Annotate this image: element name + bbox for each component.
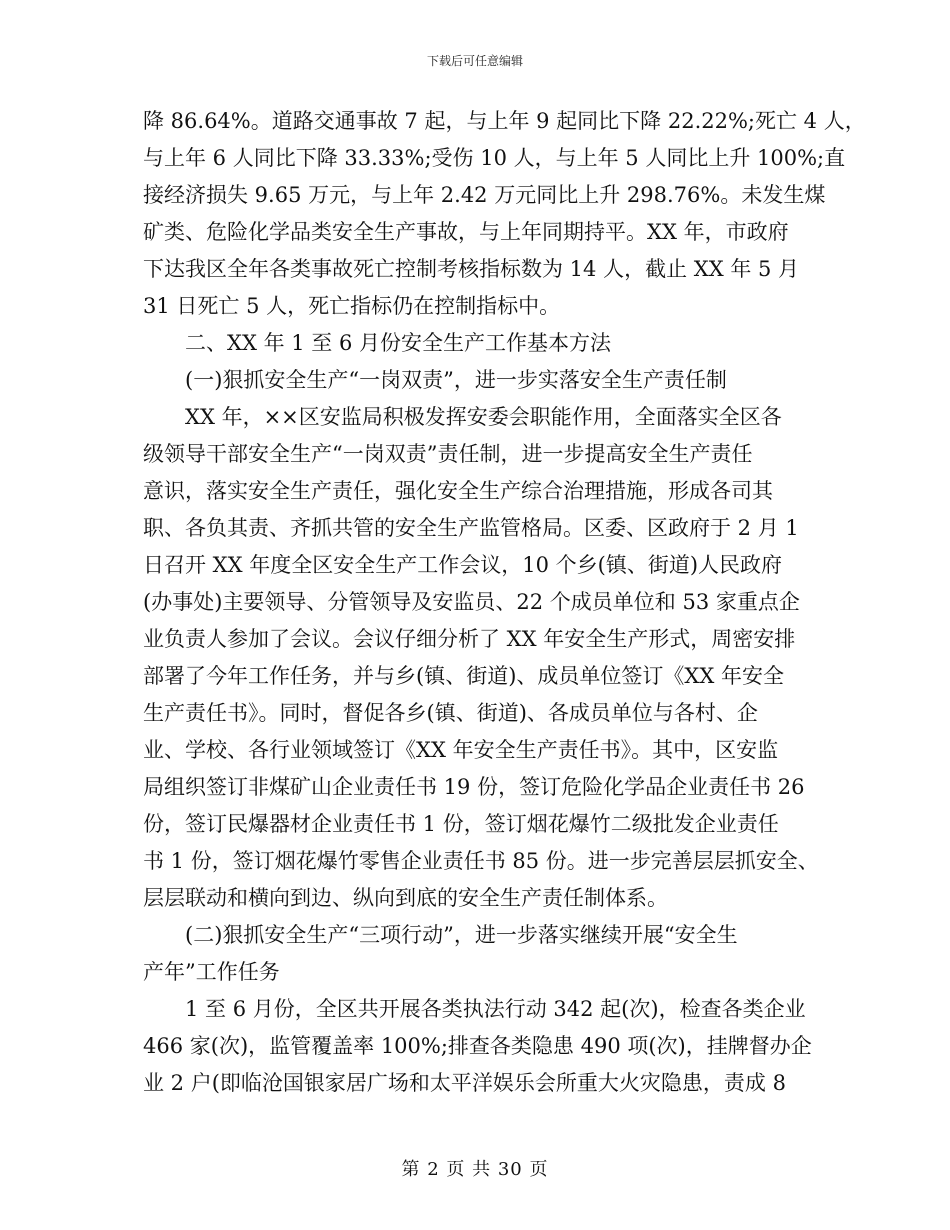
document-body xyxy=(143,103,866,1102)
text-line: 业、学校、各行业领域签订《XX 年安全生产责任书》。其中，区安监 xyxy=(143,738,779,762)
page-footer: 第 2 页 共 30 页 xyxy=(401,1159,549,1180)
text-line: 接经济损失 9.65 万元，与上年 2.42 万元同比上升 298.76%。未发生煤 xyxy=(143,183,826,207)
text-line: 份，签订民爆器材企业责任书 1 份，签订烟花爆竹二级批发企业责任 xyxy=(143,812,779,836)
text-line: 二、XX 年 1 至 6 月份安全生产工作基本方法 xyxy=(185,331,611,355)
text-line: 业负责人参加了会议。会议仔细分析了 XX 年安全生产形式，周密安排 xyxy=(143,627,796,651)
text-line: 职、各负其责、齐抓共管的安全生产监管格局。区委、区政府于 2 月 1 xyxy=(143,516,799,540)
text-line: XX 年，××区安监局积极发挥安委会职能作用，全面落实全区各 xyxy=(185,405,782,429)
text-line: 下达我区全年各类事故死亡控制考核指标数为 14 人，截止 XX 年 5 月 xyxy=(143,257,800,281)
text-line: 生产责任书》。同时，督促各乡(镇、街道)、各成员单位与各村、企 xyxy=(143,701,758,725)
text-line: 降 86.64%。道路交通事故 7 起，与上年 9 起同比下降 22.22%;死亡 4 人， xyxy=(143,109,866,133)
text-line: 局组织签订非煤矿山企业责任书 19 份，签订危险化学品企业责任书 26 xyxy=(143,775,805,799)
text-line: 1 至 6 月份，全区共开展各类执法行动 342 起(次)，检查各类企业 xyxy=(185,997,806,1021)
text-line: 466 家(次)，监管覆盖率 100%;排查各类隐患 490 项(次)，挂牌督办企 xyxy=(143,1034,812,1058)
page-header: 下载后可任意编辑 xyxy=(426,54,523,68)
text-line: 31 日死亡 5 人，死亡指标仍在控制指标中。 xyxy=(143,294,561,318)
text-line: (二)狠抓安全生产“三项行动”，进一步落实继续开展“安全生 xyxy=(185,923,738,947)
text-line: (一)狠抓安全生产“一岗双责”，进一步实落安全生产责任制 xyxy=(185,368,727,392)
text-line: 层层联动和横向到边、纵向到底的安全生产责任制体系。 xyxy=(143,886,668,910)
text-line: 级领导干部安全生产“一岗双责”责任制，进一步提高安全生产责任 xyxy=(143,442,753,466)
text-line: 书 1 份，签订烟花爆竹零售企业责任书 85 份。进一步完善层层抓安全、 xyxy=(143,849,819,873)
text-line: 日召开 XX 年度全区安全生产工作会议，10 个乡(镇、街道)人民政府 xyxy=(143,553,783,577)
text-line: 业 2 户(即临沧国银家居广场和太平洋娱乐会所重大火灾隐患，责成 8 xyxy=(143,1071,786,1095)
text-line: 与上年 6 人同比下降 33.33%;受伤 10 人，与上年 5 人同比上升 100%;直 xyxy=(143,146,846,170)
text-line: (办事处)主要领导、分管领导及安监员、22 个成员单位和 53 家重点企 xyxy=(143,590,800,614)
text-line: 产年”工作任务 xyxy=(143,960,280,984)
text-line: 部署了今年工作任务，并与乡(镇、街道)、成员单位签订《XX 年安全 xyxy=(143,664,784,688)
text-line: 意识，落实安全生产责任，强化安全生产综合治理措施，形成各司其 xyxy=(143,479,773,503)
text-line: 矿类、危险化学品类安全生产事故，与上年同期持平。XX 年，市政府 xyxy=(143,220,789,244)
